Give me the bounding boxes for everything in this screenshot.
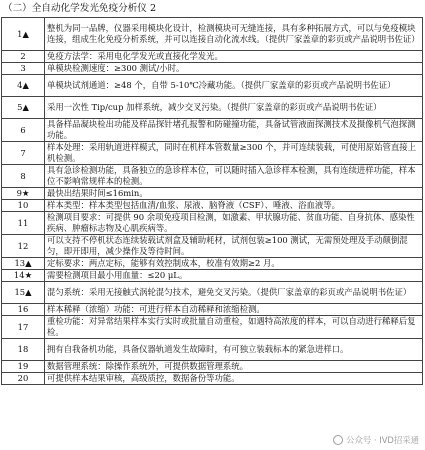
item-number: 5▲ [2, 97, 45, 119]
item-number: 7 [2, 142, 45, 165]
item-requirement: 拥有自我备机功能，具备仪器轨道发生故障时，有可独立装载标本的紧急进样口。 [45, 339, 423, 361]
item-number: 4▲ [2, 75, 45, 97]
item-number: 9★ [2, 188, 45, 200]
watermark [331, 434, 421, 446]
wechat-icon [333, 435, 343, 445]
table-row [2, 339, 423, 361]
table-row [2, 18, 423, 51]
item-number: 8 [2, 165, 45, 188]
table-row [2, 361, 423, 373]
table-row [2, 212, 423, 235]
item-requirement: 可以支持不停机状态连续装载试剂盒及辅助耗材，试剂包装≥100 测试，无需预处理及手动颠倒混匀，即开即用，减少操作及等待时间。 [45, 235, 423, 258]
spec-table [1, 17, 423, 385]
table-row [2, 142, 423, 165]
item-requirement: 样本稀释（浓缩）功能：可进行样本自动稀释和浓缩检测。 [45, 304, 423, 316]
table-row [2, 119, 423, 142]
item-requirement: 最快出结果时间≤16min。 [45, 188, 423, 200]
item-number: 2 [2, 51, 45, 63]
item-requirement: 重检功能：对异常结果样本实行实时或批量自动重检，如遇特高浓度的样本，可以自动进行稀释后复检。 [45, 316, 423, 339]
item-number: 15▲ [2, 282, 45, 304]
item-requirement: 可提供样本结果审核，高级质控，数据备份等功能。 [45, 373, 423, 385]
table-row [2, 282, 423, 304]
table-row [2, 97, 423, 119]
section-title: （二）全自动化学发光免疫分析仪 2 [3, 3, 157, 14]
item-requirement: 需要检测项目最小用血量：≤20 μL。 [45, 270, 423, 282]
table-row [2, 316, 423, 339]
item-number: 17 [2, 316, 45, 339]
item-requirement: 具备样品凝块检出功能及样品探针堵孔报警和防碰撞功能，具备试管液面探测技术及摄像机气泡探测功能。 [45, 119, 423, 142]
item-number: 12 [2, 235, 45, 258]
table-row [2, 63, 423, 75]
table-row [2, 258, 423, 270]
item-number: 18 [2, 339, 45, 361]
table-row [2, 188, 423, 200]
item-number: 11 [2, 212, 45, 235]
table-row [2, 270, 423, 282]
item-requirement: 单模块试剂通道：≥48 个，自带 5-10℃冷藏功能。（提供厂家盖章的彩页或产品说明书佐证） [45, 75, 423, 97]
item-requirement: 免疫方法学：采用电化学发光或直接化学发光。 [45, 51, 423, 63]
item-requirement: 混匀系统：采用无接触式涡轮混匀技术，避免交叉污染。（提供厂家盖章的彩页或产品说明书佐证） [45, 282, 423, 304]
item-number: 13▲ [2, 258, 45, 270]
table-row [2, 304, 423, 316]
item-number: 19 [2, 361, 45, 373]
table-row [2, 235, 423, 258]
item-number: 3 [2, 63, 45, 75]
item-requirement: 采用一次性 Tip/cup 加样系统，减少交叉污染。（提供厂家盖章的彩页或产品说明书佐证） [45, 97, 423, 119]
item-requirement: 定标要求：两点定标，能够有效控制成本，校准有效期≥2 月。 [45, 258, 423, 270]
table-row [2, 165, 423, 188]
table-row [2, 75, 423, 97]
item-requirement: 具有急诊检测功能，具备独立的急诊样本位，可以随时插入急诊样本检测，具有连续进样功能，样本位不影响常规样本的检测。 [45, 165, 423, 188]
spec-table-body [2, 18, 423, 385]
item-number: 14★ [2, 270, 45, 282]
item-requirement: 单模块检测速度：≥300 测试/小时。 [45, 63, 423, 75]
watermark-text: 公众号 · IVD招采通 [346, 435, 419, 445]
item-requirement: 数据管理系统：除操作系统外，可提供数据管理系统。 [45, 361, 423, 373]
item-number: 1▲ [2, 18, 45, 51]
item-number: 6 [2, 119, 45, 142]
item-requirement: 样本类型：样本类型包括血清/血浆、尿液、脑脊液（CSF）、唾液、浴血液等。 [45, 200, 423, 212]
item-requirement: 检测项目要求：可提供 90 余项免疫项目检测，如激素、甲状腺功能、贫血功能、自身抗体、感染性疾病、肿瘤标志物及心肌疾病等。 [45, 212, 423, 235]
table-row [2, 200, 423, 212]
table-row [2, 51, 423, 63]
item-requirement: 样本处理：采用轨道进样模式，同时在机样本管数量≥300 个，并可连续装载，可使用原始管直接上机检测。 [45, 142, 423, 165]
table-row [2, 373, 423, 385]
item-number: 16 [2, 304, 45, 316]
item-number: 20 [2, 373, 45, 385]
item-number: 10 [2, 200, 45, 212]
item-requirement: 整机为同一品牌，仪器采用模块化设计，检测模块可无缝连接，具有多种拓展方式，可以与免疫模块连接，组成生化免疫分析系统，并可以连接自动化流水线。（提供厂家盖章的彩页或产品说明书佐证） [45, 18, 423, 51]
